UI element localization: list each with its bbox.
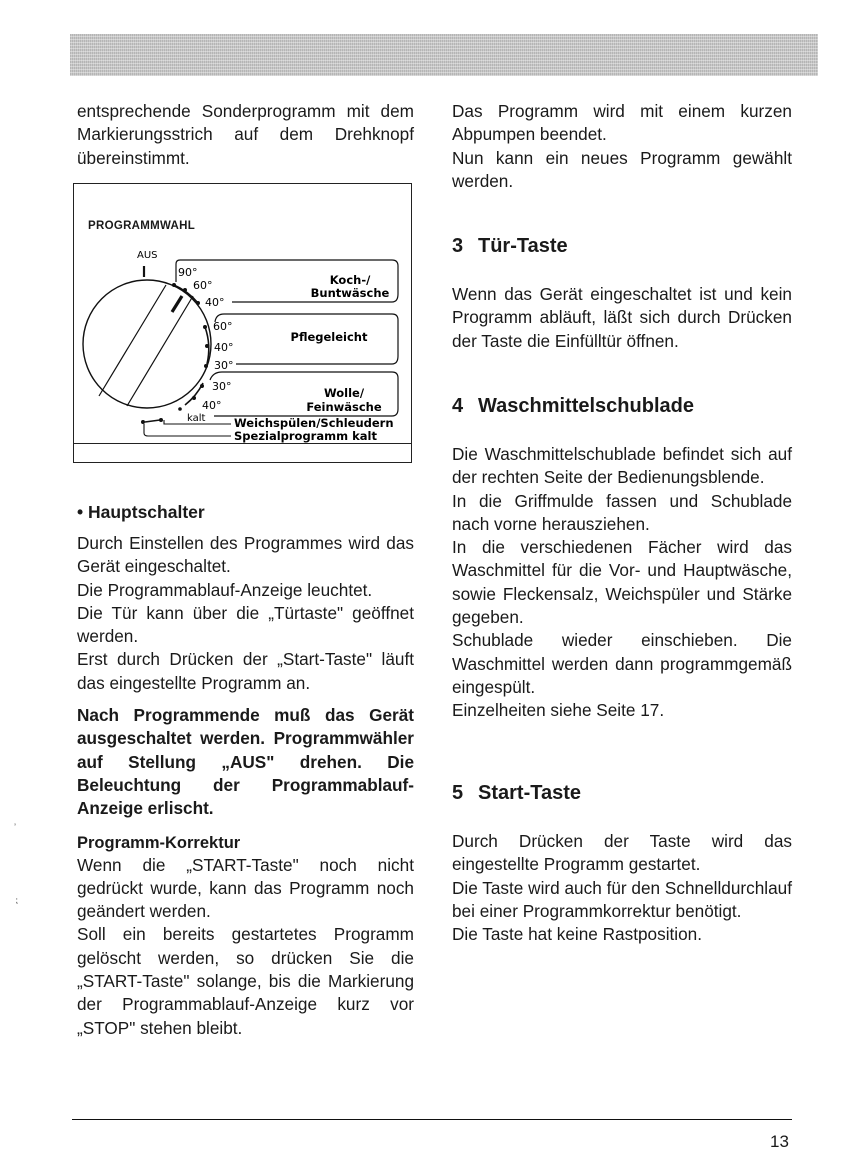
svg-text:Wolle/: Wolle/ [323, 386, 365, 400]
section-4-title: Waschmittelschublade [478, 395, 694, 417]
right-intro-paragraph-1: Das Programm wird mit einem kurzen Abpumpen beendet. [452, 101, 792, 145]
section-5-number: 5 [452, 782, 464, 804]
right-column-intro [452, 100, 792, 193]
svg-text:Buntwäsche: Buntwäsche [310, 286, 390, 300]
intro-paragraph: entsprechende Sonderprogramm mit dem Markierungsstrich auf dem Drehknopf übereinstimmt. [77, 101, 414, 168]
svg-text:Feinwäsche: Feinwäsche [306, 400, 382, 414]
section-4-heading [452, 393, 694, 419]
section-4-number: 4 [452, 395, 464, 417]
scan-artifact: ’ [14, 822, 16, 832]
section-4-paragraph-5: Einzelheiten siehe Seite 17. [452, 700, 665, 721]
section-5-heading [452, 780, 581, 806]
right-intro-paragraph-2: Nun kann ein neues Programm gewählt werden. [452, 147, 792, 191]
svg-text:90°: 90° [178, 266, 198, 279]
svg-text:Weichspülen/Schleudern: Weichspülen/Schleudern [234, 416, 394, 430]
hauptschalter-heading: • Hauptschalter [77, 502, 205, 522]
svg-text:60°: 60° [193, 279, 213, 292]
program-selector-figure [73, 183, 412, 463]
svg-text:60°: 60° [213, 320, 233, 333]
program-dial-diagram [74, 184, 413, 464]
scan-artifact: ⁏ [15, 895, 19, 905]
svg-text:Koch-/: Koch-/ [329, 273, 371, 287]
header-band [70, 34, 818, 76]
svg-text:Spezialprogramm kalt: Spezialprogramm kalt [234, 429, 377, 443]
dial-marker [172, 296, 182, 312]
korrektur-paragraph-1: Wenn die „START-Taste" noch nicht gedrückt wurde, kann das Programm noch geändert werden. [77, 854, 414, 922]
section-5-paragraph-1: Durch Drücken der Taste wird das eingestellte Programm gestartet. [452, 831, 792, 875]
hauptschalter-paragraph-4: Erst durch Drücken der „Start-Taste" läuft das eingestellte Programm an. [77, 649, 414, 693]
hauptschalter-paragraph-3: Die Tür kann über die „Türtaste" geöffnet werden. [77, 602, 414, 647]
footer-rule [72, 1119, 792, 1120]
figure-footer-divider [74, 443, 411, 444]
off-label: AUS [137, 250, 158, 261]
page-number: 13 [770, 1132, 789, 1151]
section-3-body [452, 283, 792, 353]
section-3-paragraph-1: Wenn das Gerät eingeschaltet ist und kein Programm abläuft, läßt sich durch Drücken der Taste die Einfülltür öffnen. [452, 284, 792, 351]
svg-text:30°: 30° [214, 359, 234, 372]
section-5-body [452, 830, 792, 946]
svg-text:40°: 40° [205, 296, 225, 309]
section-4-paragraph-4: Schublade wieder einschieben. Die Waschmittel werden dann programmgemäß eingespült. [452, 630, 792, 697]
korrektur-heading: Programm-Korrektur [77, 833, 241, 852]
left-column-intro [77, 100, 414, 170]
section-4-paragraph-2: In die Griffmulde fassen und Schublade nach vorne herausziehen. [452, 490, 792, 534]
section-3-heading [452, 233, 568, 259]
korrektur-paragraph-2: Soll ein bereits gestartetes Programm gelöscht werden, so drücken Sie die „START-Taste" solange, bis die Markierung der Programmablauf-Anzeige kurz vor „STOP" stehen bleibt. [77, 924, 414, 1038]
hauptschalter-paragraph-2: Die Programmablauf-Anzeige leuchtet. [77, 579, 373, 600]
svg-text:30°: 30° [212, 380, 232, 393]
svg-text:40°: 40° [214, 341, 234, 354]
svg-text:Pflegeleicht: Pflegeleicht [290, 330, 368, 344]
section-3-title: Tür-Taste [478, 235, 568, 257]
section-4-body [452, 443, 792, 723]
switch-off-note: Nach Programmende muß das Gerät ausgeschaltet werden. Programmwähler auf Stellung „AUS" drehen. Die Beleuchtung der Programmablauf-Anzeige erlischt. [77, 705, 414, 819]
dial-knob [83, 280, 211, 408]
svg-text:kalt: kalt [187, 413, 206, 424]
hauptschalter-section [77, 501, 414, 1040]
section-4-paragraph-1: Die Waschmittelschublade befindet sich auf der rechten Seite der Bedienungsblende. [452, 444, 792, 488]
hauptschalter-paragraph-1: Durch Einstellen des Programmes wird das Gerät eingeschaltet. [77, 533, 414, 577]
section-5-paragraph-2: Die Taste wird auch für den Schnelldurchlauf bei einer Programmkorrektur benötigt. [452, 877, 792, 921]
figure-title: PROGRAMMWAHL [88, 220, 196, 232]
section-4-paragraph-3: In die verschiedenen Fächer wird das Waschmittel für die Vor- und Hauptwäsche, sowie Fleckensalz, Weichspüler und Stärke gegeben. [452, 537, 792, 628]
section-3-number: 3 [452, 235, 464, 257]
section-5-paragraph-3: Die Taste hat keine Rastposition. [452, 924, 702, 945]
svg-text:40°: 40° [202, 399, 222, 412]
section-5-title: Start-Taste [478, 782, 581, 804]
